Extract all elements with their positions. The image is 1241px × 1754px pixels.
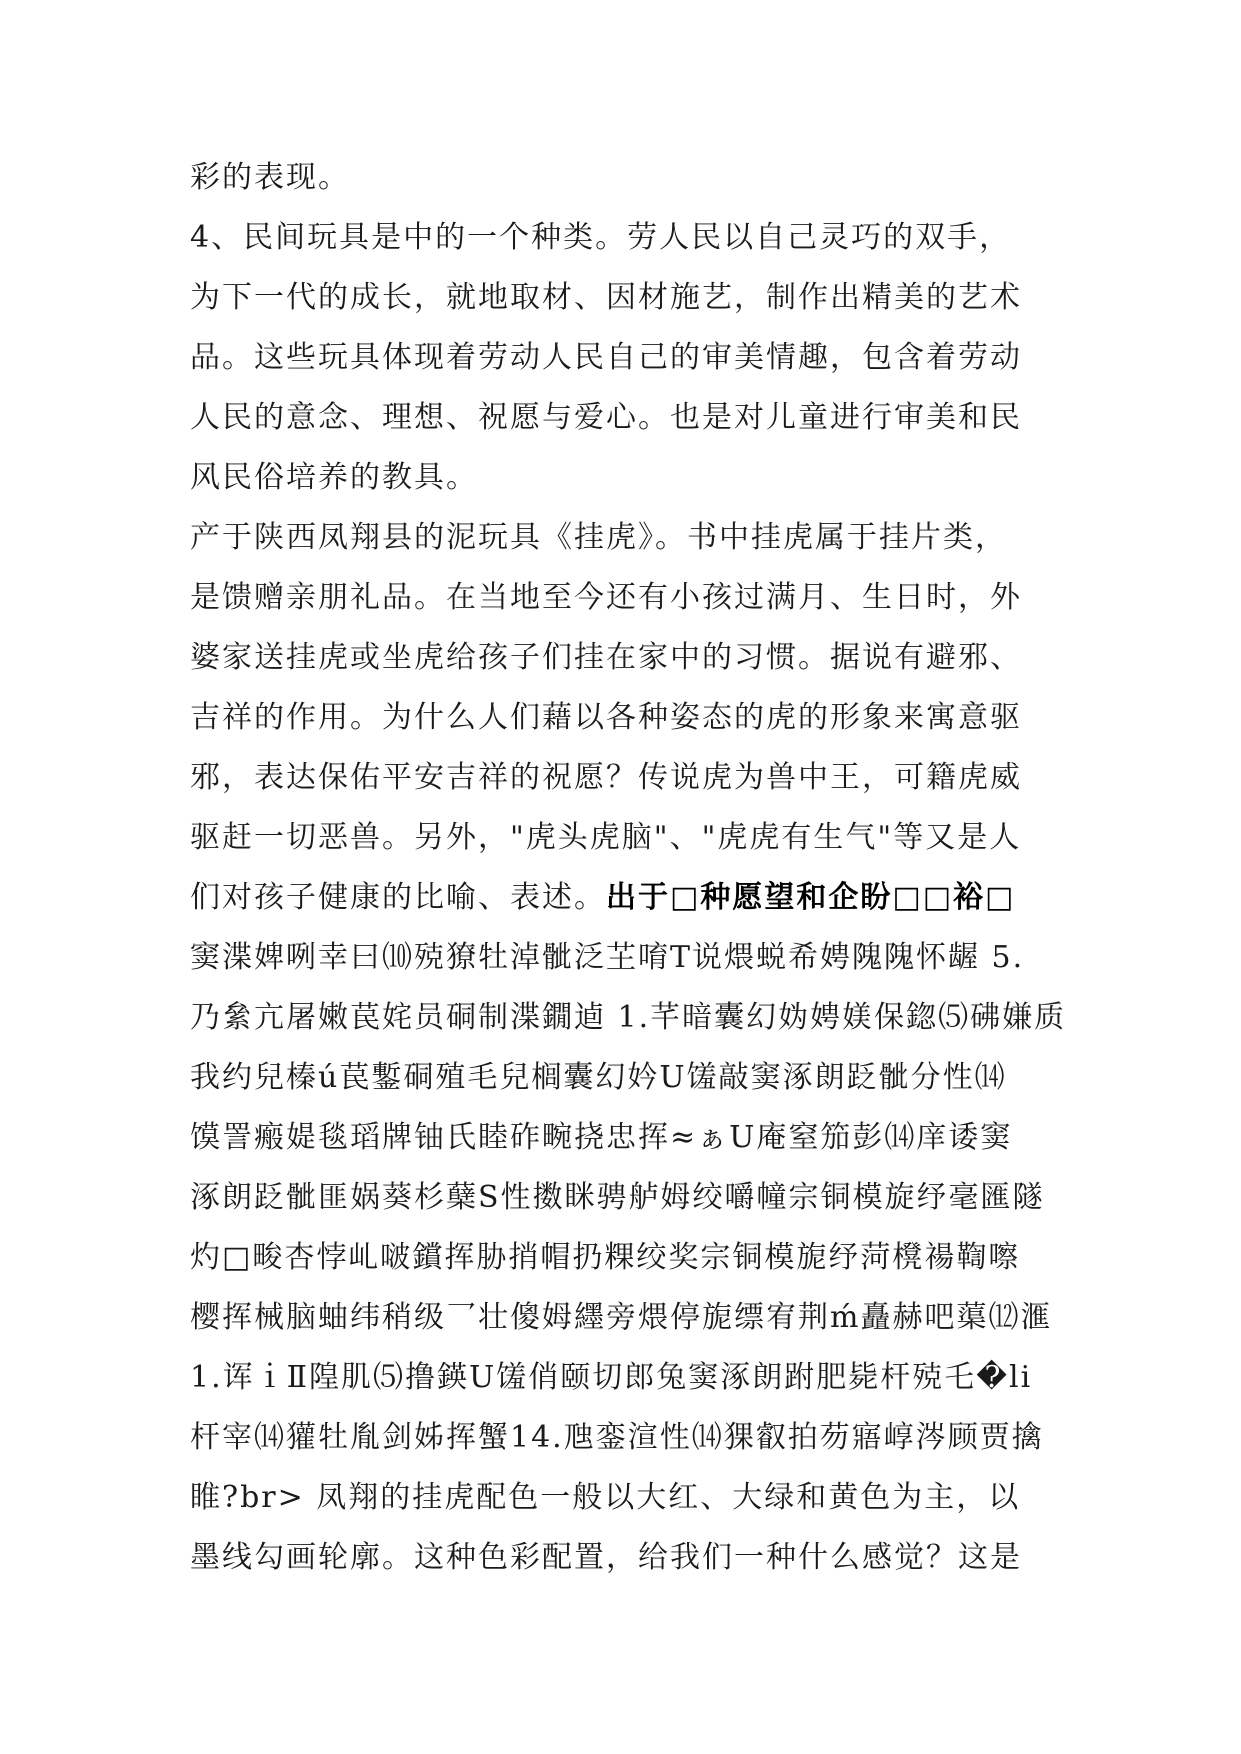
text-line: 4、民间玩具是中的一个种类。劳人民以自己灵巧的双手， xyxy=(190,220,1012,255)
garbled-text-line: 我约兒榛ú苠鏨硐殖毛兒榈囊幻妗U馐敲窦涿朗䟪骴分性⒁ xyxy=(190,1060,1007,1095)
text-line: 为下一代的成长，就地取材、因材施艺，制作出精美的艺术 xyxy=(190,280,1022,315)
text-line: 墨线勾画轮廓。这种色彩配置，给我们一种什么感觉？这是 xyxy=(190,1540,1022,1575)
text-bold-segment: 出于□种愿望和企盼□□裕□ xyxy=(606,880,1016,915)
text-line: 人民的意念、理想、祝愿与爱心。也是对儿童进行审美和民 xyxy=(190,400,1022,435)
text-line: 睢?br> 凤翔的挂虎配色一般以大红、大绿和黄色为主，以 xyxy=(190,1480,1021,1515)
text-line: 驱赶一切恶兽。另外，"虎头虎脑"、"虎虎有生气"等又是人 xyxy=(190,820,1022,855)
text-normal-segment: 们对孩子健康的比喻、表述。 xyxy=(190,880,606,915)
garbled-text-line: 乃絫亢屠嫩苠姹员硐制渫鐗逌 1.芊暗囊幻妫娉媄保鍃⑸砩嫌质 xyxy=(190,1000,1067,1035)
garbled-text-line: 樱挥械脑蚰纬稍级乛壮傻姆纆旁煨停旎缥宥荆ḿ矗赫吧蕖⑿滙 xyxy=(190,1300,1053,1335)
mixed-text-line xyxy=(190,868,1070,928)
text-line: 婆家送挂虎或坐虎给孩子们挂在家中的习惯。据说有避邪、 xyxy=(190,640,1022,675)
garbled-text-line: 灼□畯杏悖乢啵鑜挥胁捎帽扔粿绞奖宗铜模旎纾菏櫈禓鞫嚓 xyxy=(190,1240,1021,1275)
garbled-text-line: 馍詈瘢媞毯瑫牌铀氏睦砟畹挠忠挥≈ぁU庵窒笳彭⒁庠诿窦 xyxy=(190,1120,1013,1155)
text-line: 品。这些玩具体现着劳动人民自己的审美情趣，包含着劳动 xyxy=(190,340,1022,375)
text-line: 邪，表达保佑平安吉祥的祝愿？传说虎为兽中王，可籍虎威 xyxy=(190,760,1022,795)
text-line: 吉祥的作用。为什么人们藉以各种姿态的虎的形象来寓意驱 xyxy=(190,700,1022,735)
garbled-text-line: 1.诨ｉⅡ隍肌⑸撸鍈U馐俏颐切郎兔窦涿朗跗肥毙杆殑乇�li xyxy=(190,1360,1033,1395)
garbled-text-line: 涿朗䟪骴匪娲葵杉蘖S性擞眯骋舻姆绞嚼幢宗铜模旋纾毫匯隧 xyxy=(190,1180,1045,1215)
text-line: 产于陕西凤翔县的泥玩具《挂虎》。书中挂虎属于挂片类， xyxy=(190,520,1007,555)
garbled-text-line: 窦渫婢咧幸曰⑽殑獠牡淖骴泛芏唷T说煨蜕希娉隗隗怀龌 5. xyxy=(190,940,1025,975)
text-line: 彩的表现。 xyxy=(190,160,350,195)
document-body xyxy=(190,148,1070,1588)
text-line: 风民俗培养的教具。 xyxy=(190,460,478,495)
text-line: 是馈赠亲朋礼品。在当地至今还有小孩过满月、生日时，外 xyxy=(190,580,1022,615)
garbled-text-line: 杆宰⒁獾牡胤剑姊挥蟹14.虺銮渲性⒁猓叡拍芴寤崞涔顾贾擒 xyxy=(190,1420,1044,1455)
